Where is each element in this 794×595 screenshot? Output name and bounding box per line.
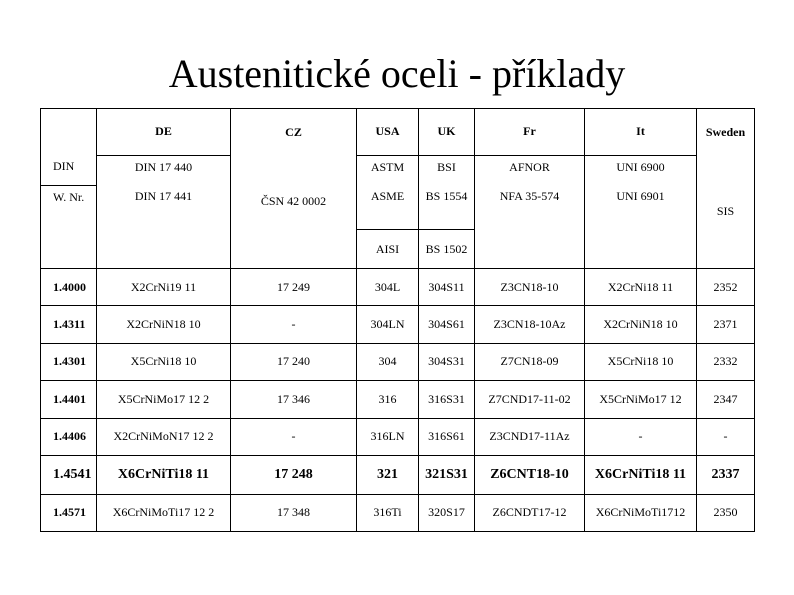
grade-code: 1.4301 — [41, 343, 97, 380]
std-usa-aisi: AISI — [357, 230, 419, 268]
grade-se: 2350 — [697, 494, 755, 532]
std-de-din: DIN 17 440 — [97, 155, 231, 185]
grade-cz: 17 249 — [231, 268, 357, 305]
grade-uk: 304S11 — [419, 268, 475, 305]
std-it-uni6900: UNI 6900 — [585, 155, 697, 185]
grade-usa: 321 — [357, 456, 419, 494]
grade-de: X5CrNi18 10 — [97, 343, 231, 380]
table-row — [41, 418, 755, 455]
grade-it: X5CrNiMo17 12 — [585, 381, 697, 418]
grade-se: 2337 — [697, 456, 755, 494]
grade-code: 1.4000 — [41, 268, 97, 305]
grade-de: X6CrNiTi18 11 — [97, 456, 231, 494]
grade-usa: 304 — [357, 343, 419, 380]
std-uk-bsi: BSI — [419, 155, 475, 185]
table-row — [41, 268, 755, 305]
grade-de: X2CrNiMoN17 12 2 — [97, 418, 231, 455]
col-header-it: It — [585, 109, 697, 156]
std-sweden-sis: SIS — [697, 155, 755, 268]
std-fr-nfa: NFA 35-574 — [475, 185, 585, 230]
grade-it: - — [585, 418, 697, 455]
std-uk-bs1554: BS 1554 — [419, 185, 475, 230]
grade-fr: Z6CNDT17-12 — [475, 494, 585, 532]
grade-de: X2CrNi19 11 — [97, 268, 231, 305]
grade-cz: - — [231, 306, 357, 343]
grade-it: X2CrNi18 11 — [585, 268, 697, 305]
empty-cell — [475, 230, 585, 268]
grade-usa: 316Ti — [357, 494, 419, 532]
standard-row-wnr — [41, 185, 755, 230]
grade-se: - — [697, 418, 755, 455]
header-row — [41, 109, 755, 156]
grade-cz: 17 348 — [231, 494, 357, 532]
standard-row-din — [41, 155, 755, 185]
col-header-usa: USA — [357, 109, 419, 156]
std-de-wnr: DIN 17 441 — [97, 185, 231, 230]
grade-it: X6CrNiTi18 11 — [585, 456, 697, 494]
grade-code: 1.4406 — [41, 418, 97, 455]
table-row — [41, 381, 755, 418]
corner-cell — [41, 109, 97, 156]
grade-fr: Z3CN18-10 — [475, 268, 585, 305]
grade-de: X2CrNiN18 10 — [97, 306, 231, 343]
grade-uk: 316S31 — [419, 381, 475, 418]
col-header-cz: CZ — [231, 109, 357, 156]
table-row-highlighted — [41, 456, 755, 494]
empty-cell — [585, 230, 697, 268]
grade-de: X6CrNiMoTi17 12 2 — [97, 494, 231, 532]
empty-cell — [231, 230, 357, 268]
grade-uk: 304S31 — [419, 343, 475, 380]
grade-usa: 316 — [357, 381, 419, 418]
col-header-fr: Fr — [475, 109, 585, 156]
col-header-de: DE — [97, 109, 231, 156]
std-usa-asme: ASME — [357, 185, 419, 230]
grade-uk: 304S61 — [419, 306, 475, 343]
table-row — [41, 306, 755, 343]
std-it-uni6901: UNI 6901 — [585, 185, 697, 230]
grade-uk: 321S31 — [419, 456, 475, 494]
row-label-wnr: W. Nr. — [41, 185, 97, 230]
row-label-din: DIN — [41, 155, 97, 185]
grade-fr: Z7CN18-09 — [475, 343, 585, 380]
page-title: Austenitické oceli - příklady — [168, 51, 626, 96]
grade-se: 2371 — [697, 306, 755, 343]
grade-it: X2CrNiN18 10 — [585, 306, 697, 343]
std-cz: ČSN 42 0002 — [231, 155, 357, 230]
col-header-uk: UK — [419, 109, 475, 156]
std-usa-astm: ASTM — [357, 155, 419, 185]
grade-code: 1.4311 — [41, 306, 97, 343]
table-row — [41, 343, 755, 380]
grade-fr: Z3CND17-11Az — [475, 418, 585, 455]
grade-se: 2352 — [697, 268, 755, 305]
grade-fr: Z3CN18-10Az — [475, 306, 585, 343]
table-row — [41, 494, 755, 532]
grade-de: X5CrNiMo17 12 2 — [97, 381, 231, 418]
grade-usa: 316LN — [357, 418, 419, 455]
grade-cz: 17 346 — [231, 381, 357, 418]
grade-fr: Z6CNT18-10 — [475, 456, 585, 494]
grade-cz: - — [231, 418, 357, 455]
grade-se: 2347 — [697, 381, 755, 418]
grade-usa: 304L — [357, 268, 419, 305]
grade-se: 2332 — [697, 343, 755, 380]
grade-code: 1.4401 — [41, 381, 97, 418]
grade-uk: 316S61 — [419, 418, 475, 455]
std-fr-afnor: AFNOR — [475, 155, 585, 185]
empty-cell — [97, 230, 231, 268]
steel-equivalents-table — [40, 108, 755, 532]
standard-row-aisi — [41, 230, 755, 268]
grade-fr: Z7CND17-11-02 — [475, 381, 585, 418]
grade-it: X5CrNi18 10 — [585, 343, 697, 380]
grade-cz: 17 240 — [231, 343, 357, 380]
grade-it: X6CrNiMoTi1712 — [585, 494, 697, 532]
grade-code: 1.4541 — [41, 456, 97, 494]
col-header-sweden: Sweden — [697, 109, 755, 156]
grade-uk: 320S17 — [419, 494, 475, 532]
std-uk-bs1502: BS 1502 — [419, 230, 475, 268]
grade-cz: 17 248 — [231, 456, 357, 494]
grade-code: 1.4571 — [41, 494, 97, 532]
grade-usa: 304LN — [357, 306, 419, 343]
empty-cell — [41, 230, 97, 268]
